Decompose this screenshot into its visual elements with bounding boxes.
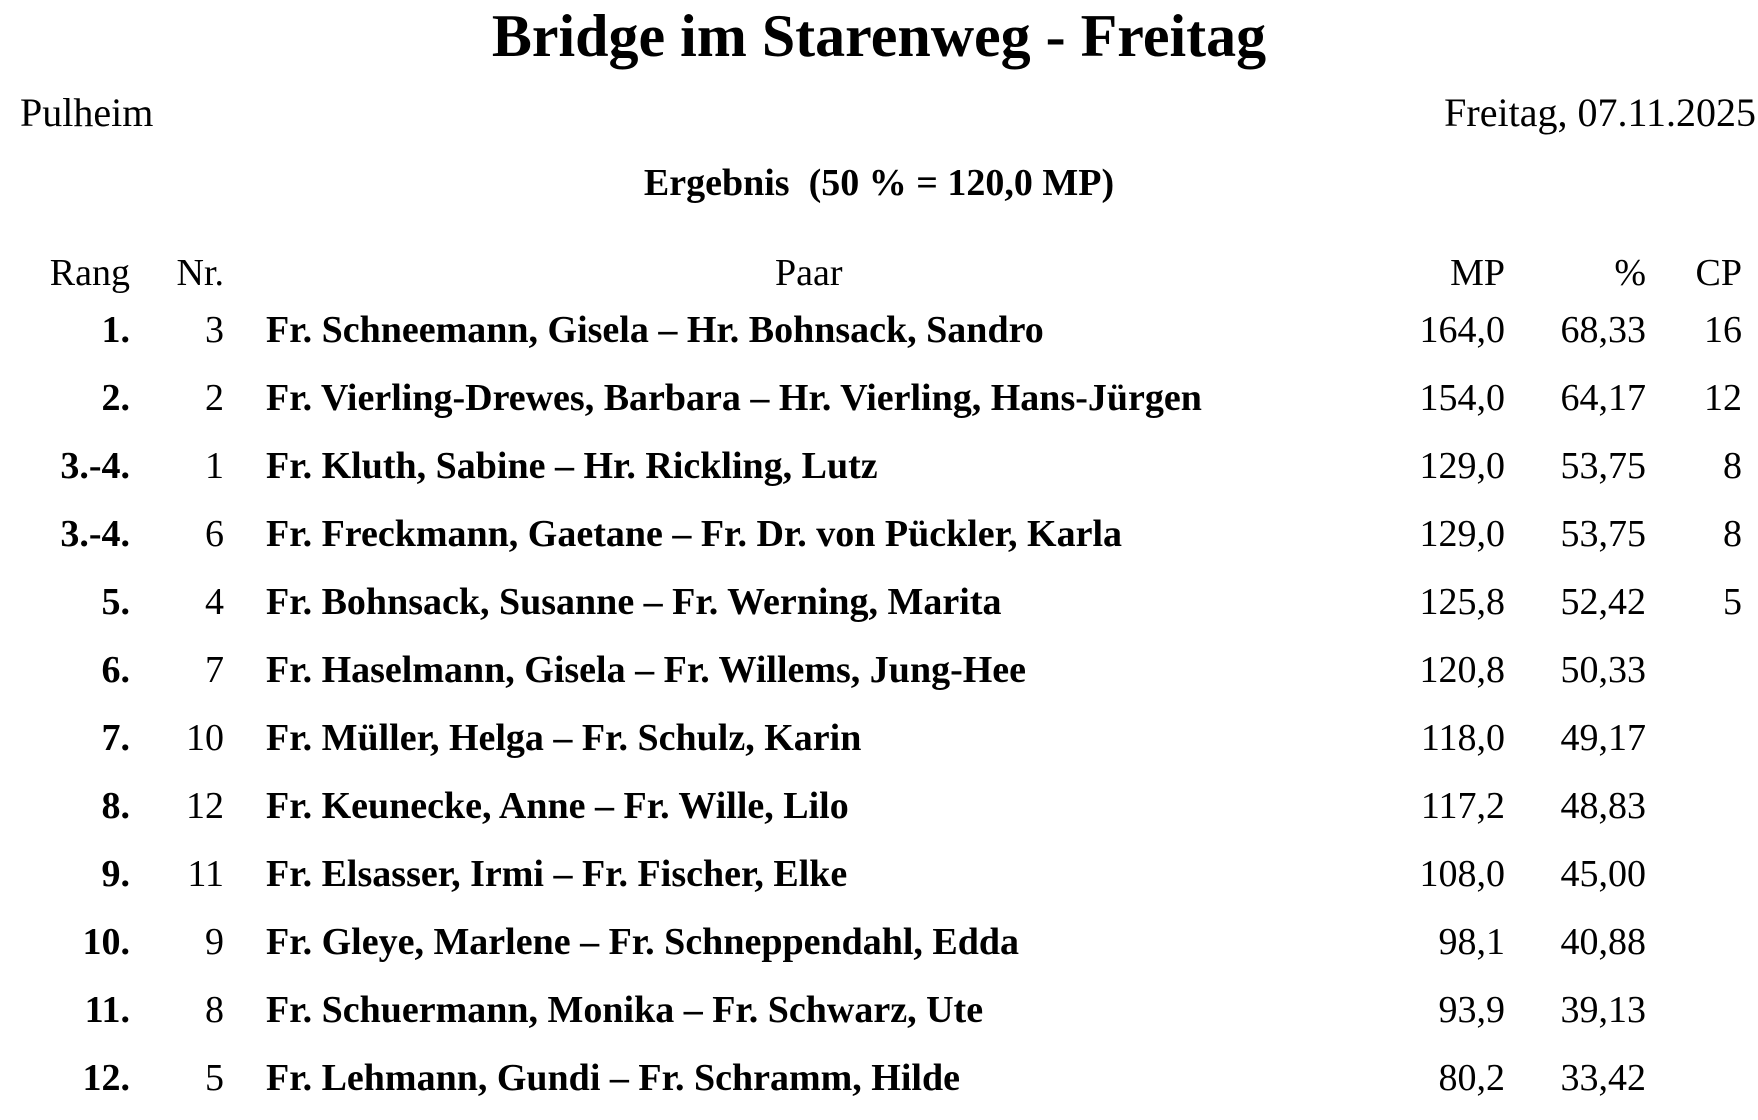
clubpoints-cell: 8	[1723, 445, 1742, 487]
percent-cell: 48,83	[1560, 785, 1646, 827]
rank-cell: 3.-4.	[60, 445, 130, 487]
pair-number-cell: 4	[205, 581, 224, 623]
pair-number-cell: 11	[187, 853, 224, 895]
clubpoints-cell: 12	[1704, 377, 1742, 419]
clubpoints-cell: 8	[1723, 513, 1742, 555]
table-row	[0, 437, 1758, 505]
rank-cell: 10.	[82, 921, 130, 963]
pair-names-cell: Fr. Gleye, Marlene – Fr. Schneppendahl, Edda	[266, 921, 1020, 963]
column-header-mp: MP	[1450, 252, 1505, 294]
rank-cell: 3.-4.	[60, 513, 130, 555]
column-header-rang: Rang	[49, 252, 130, 294]
table-row	[0, 641, 1758, 709]
clubpoints-cell: 5	[1723, 581, 1742, 623]
matchpoints-cell: 93,9	[1438, 989, 1505, 1031]
table-row	[0, 369, 1758, 437]
pair-number-cell: 1	[205, 445, 224, 487]
pair-number-cell: 5	[205, 1057, 224, 1099]
table-row	[0, 505, 1758, 573]
percent-cell: 33,42	[1560, 1057, 1646, 1099]
rank-cell: 5.	[101, 581, 130, 623]
pair-number-cell: 6	[205, 513, 224, 555]
percent-cell: 45,00	[1560, 853, 1646, 895]
column-header-cp: CP	[1695, 252, 1742, 294]
pair-names-cell: Fr. Bohnsack, Susanne – Fr. Werning, Marita	[266, 581, 1002, 623]
rank-cell: 2.	[101, 377, 130, 419]
percent-cell: 39,13	[1560, 989, 1646, 1031]
percent-cell: 52,42	[1560, 581, 1646, 623]
column-header-percent: %	[1614, 252, 1646, 294]
rank-cell: 1.	[101, 309, 130, 351]
page-title: Bridge im Starenweg - Freitag	[491, 3, 1267, 69]
rank-cell: 8.	[101, 785, 130, 827]
matchpoints-cell: 164,0	[1419, 309, 1505, 351]
pair-number-cell: 3	[205, 309, 224, 351]
matchpoints-cell: 80,2	[1438, 1057, 1505, 1099]
clubpoints-cell: 16	[1704, 309, 1742, 351]
rank-cell: 6.	[101, 649, 130, 691]
column-header-nr: Nr.	[176, 252, 224, 294]
percent-cell: 64,17	[1560, 377, 1646, 419]
pair-number-cell: 9	[205, 921, 224, 963]
pair-names-cell: Fr. Müller, Helga – Fr. Schulz, Karin	[266, 717, 862, 759]
matchpoints-cell: 108,0	[1419, 853, 1505, 895]
matchpoints-cell: 154,0	[1419, 377, 1505, 419]
table-row	[0, 1049, 1758, 1117]
pair-number-cell: 12	[186, 785, 224, 827]
percent-cell: 49,17	[1560, 717, 1646, 759]
matchpoints-cell: 125,8	[1419, 581, 1505, 623]
pair-names-cell: Fr. Keunecke, Anne – Fr. Wille, Lilo	[266, 785, 849, 827]
matchpoints-cell: 129,0	[1419, 513, 1505, 555]
percent-cell: 50,33	[1560, 649, 1646, 691]
pair-number-cell: 2	[205, 377, 224, 419]
matchpoints-cell: 120,8	[1419, 649, 1505, 691]
pair-names-cell: Fr. Freckmann, Gaetane – Fr. Dr. von Pückler, Karla	[266, 513, 1123, 555]
rank-cell: 11.	[84, 989, 130, 1031]
pair-names-cell: Fr. Elsasser, Irmi – Fr. Fischer, Elke	[266, 853, 848, 895]
results-body	[0, 301, 1758, 1117]
table-row	[0, 573, 1758, 641]
pair-names-cell: Fr. Schneemann, Gisela – Hr. Bohnsack, Sandro	[266, 309, 1044, 351]
pair-names-cell: Fr. Schuermann, Monika – Fr. Schwarz, Ute	[266, 989, 984, 1031]
table-row	[0, 913, 1758, 981]
table-row	[0, 301, 1758, 369]
percent-cell: 40,88	[1560, 921, 1646, 963]
matchpoints-cell: 118,0	[1420, 717, 1505, 759]
pair-names-cell: Fr. Kluth, Sabine – Hr. Rickling, Lutz	[266, 445, 878, 487]
pair-number-cell: 7	[205, 649, 224, 691]
rank-cell: 9.	[101, 853, 130, 895]
rank-cell: 7.	[101, 717, 130, 759]
pair-names-cell: Fr. Haselmann, Gisela – Fr. Willems, Jung-Hee	[266, 649, 1027, 691]
table-row	[0, 709, 1758, 777]
pair-names-cell: Fr. Vierling-Drewes, Barbara – Hr. Vierling, Hans-Jürgen	[266, 377, 1202, 419]
pair-number-cell: 10	[186, 717, 224, 759]
table-row	[0, 777, 1758, 845]
percent-cell: 53,75	[1560, 445, 1646, 487]
location-label: Pulheim	[20, 90, 154, 135]
pair-number-cell: 8	[205, 989, 224, 1031]
matchpoints-cell: 117,2	[1420, 785, 1505, 827]
pair-names-cell: Fr. Lehmann, Gundi – Fr. Schramm, Hilde	[266, 1057, 960, 1099]
matchpoints-cell: 129,0	[1419, 445, 1505, 487]
column-header-paar: Paar	[775, 252, 843, 294]
matchpoints-cell: 98,1	[1438, 921, 1505, 963]
result-subtitle: Ergebnis (50 % = 120,0 MP)	[643, 162, 1115, 204]
percent-cell: 68,33	[1560, 309, 1646, 351]
results-table	[0, 245, 1758, 1117]
table-row	[0, 981, 1758, 1049]
results-header-row	[0, 245, 1758, 301]
table-row	[0, 845, 1758, 913]
percent-cell: 53,75	[1560, 513, 1646, 555]
date-label: Freitag, 07.11.2025	[1444, 90, 1756, 135]
rank-cell: 12.	[82, 1057, 130, 1099]
